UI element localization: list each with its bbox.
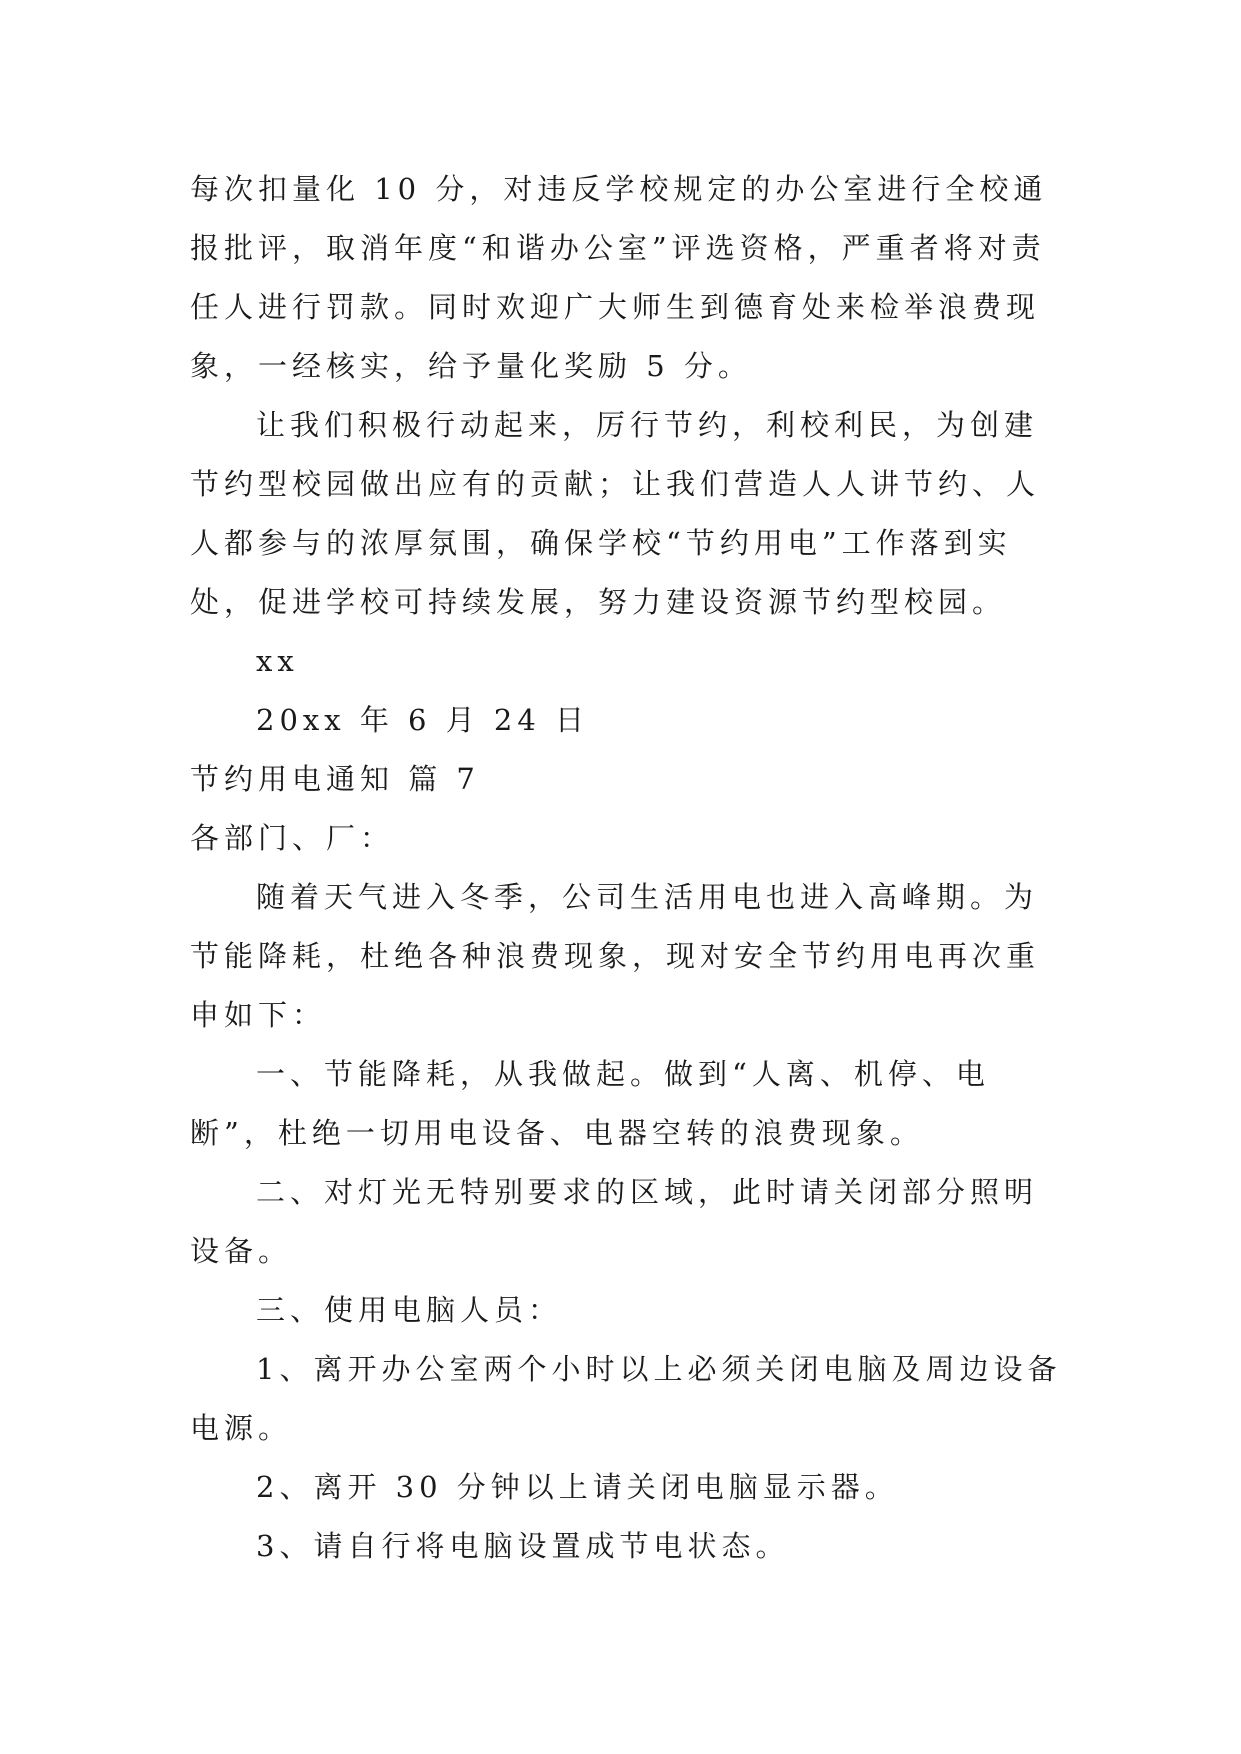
signature-name: xx	[256, 644, 299, 678]
paragraph-subitem-3: 3、请自行将电脑设置成节电状态。	[256, 1529, 790, 1563]
paragraph-subitem-1: 1、离开办公室两个小时以上必须关闭电脑及周边设备电源。	[190, 1352, 1062, 1445]
signature-date: 20xx 年 6 月 24 日	[256, 703, 590, 737]
section-title: 节约用电通知 篇 7	[190, 762, 480, 796]
paragraph-intro: 随着天气进入冬季，公司生活用电也进入高峰期。为节能降耗，杜绝各种浪费现象，现对安全节约用电再次重申如下：	[190, 880, 1041, 1032]
paragraph-penalty: 每次扣量化 10 分，对违反学校规定的办公室进行全校通报批评，取消年度“和谐办公室”评选资格，严重者将对责任人进行罚款。同时欢迎广大师生到德育处来检举浪费现象，一经核实，给予量化奖励 5 分。	[190, 172, 1048, 383]
paragraph-item-2: 二、对灯光无特别要求的区域，此时请关闭部分照明设备。	[190, 1175, 1039, 1268]
salutation: 各部门、厂：	[190, 821, 395, 855]
paragraph-call-to-action: 让我们积极行动起来，厉行节约，利校利民，为创建节约型校园做出应有的贡献；让我们营造人人讲节约、人人都参与的浓厚氛围，确保学校“节约用电”工作落到实处，促进学校可持续发展，努力建设资源节约型校园。	[190, 408, 1041, 619]
paragraph-item-3: 三、使用电脑人员：	[256, 1293, 563, 1327]
paragraph-subitem-2: 2、离开 30 分钟以上请关闭电脑显示器。	[256, 1470, 899, 1504]
paragraph-item-1: 一、节能降耗，从我做起。做到“人离、机停、电断”，杜绝一切用电设备、电器空转的浪费现象。	[190, 1057, 990, 1150]
document-body	[190, 160, 1070, 1576]
